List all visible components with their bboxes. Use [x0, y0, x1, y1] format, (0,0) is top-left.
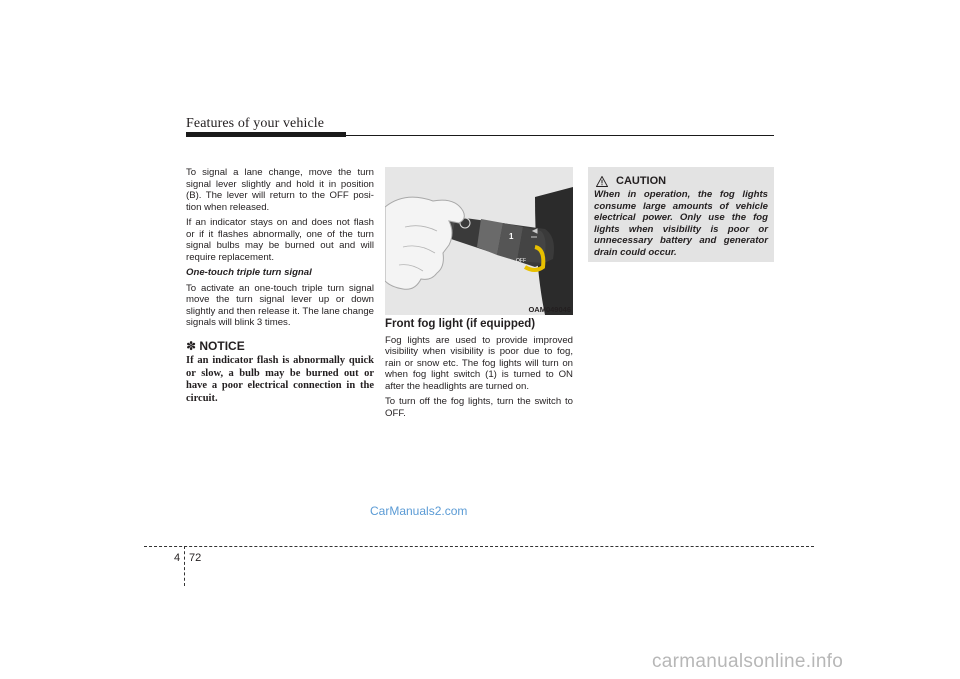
- hand-on-lever-illustration: [385, 167, 573, 315]
- footer-dashed-rule: [144, 546, 814, 547]
- switch-label-off: OFF: [516, 258, 526, 264]
- fog-light-switch-figure: [385, 167, 573, 315]
- chapter-number: 4: [174, 552, 181, 564]
- footer-vertical-rule: [184, 546, 185, 586]
- caution-body: When in operation, the fog lights consume large amounts of vehicle electrical power. Only use the fog lights when visibility is poor or unnecessary battery and generator drain could occur.: [594, 189, 768, 258]
- page-header-title: Features of your vehicle: [186, 116, 325, 131]
- fog-off-paragraph: To turn off the fog lights, turn the switch to OFF.: [385, 396, 573, 419]
- caution-heading: [596, 175, 768, 187]
- notice-body: If an indicator flash is abnormally quick or slow, a bulb may be burned out or have a poor electrical connection in the circuit.: [186, 355, 374, 404]
- page-number: 72: [189, 552, 202, 564]
- header-rule-thin: [346, 135, 774, 136]
- notice-heading: ✽ NOTICE: [186, 338, 245, 353]
- switch-label-1: 1: [509, 232, 514, 241]
- indicator-paragraph: If an indicator stays on and does not flash or if it flashes abnormally, one of the turn signal bulbs may be burned out and will require replacement.: [186, 217, 374, 263]
- column-turn-signal: [186, 167, 374, 405]
- triple-signal-paragraph: To activate an one-touch triple turn signal move the turn signal lever up or down slightly and then release it. The lane change signals will blink 3 times.: [186, 282, 374, 328]
- watermark-link[interactable]: CarManuals2.com: [370, 504, 468, 518]
- triple-signal-subheading: One-touch triple turn signal: [186, 267, 312, 278]
- fog-light-title: Front fog light (if equipped): [385, 318, 536, 330]
- caution-box: [588, 167, 774, 262]
- figure-code: OAM049046: [528, 305, 571, 314]
- column-fog-light: [385, 319, 573, 423]
- lane-change-paragraph: To signal a lane change, move the turn signal lever slightly and hold it in position (B). The lever will return to the OFF posi-tion when released.: [186, 167, 374, 213]
- header-rule-thick: [186, 132, 346, 137]
- site-watermark[interactable]: carmanualsonline.info: [652, 651, 844, 672]
- caution-title: CAUTION: [616, 175, 667, 187]
- fog-light-paragraph: Fog lights are used to provide improved visibility when visibility is poor due to fog, rain or snow etc. The fog lights will turn on when fog light switch (1) is turned to ON after the headlights are turned on.: [385, 334, 573, 392]
- warning-triangle-icon: [596, 176, 608, 187]
